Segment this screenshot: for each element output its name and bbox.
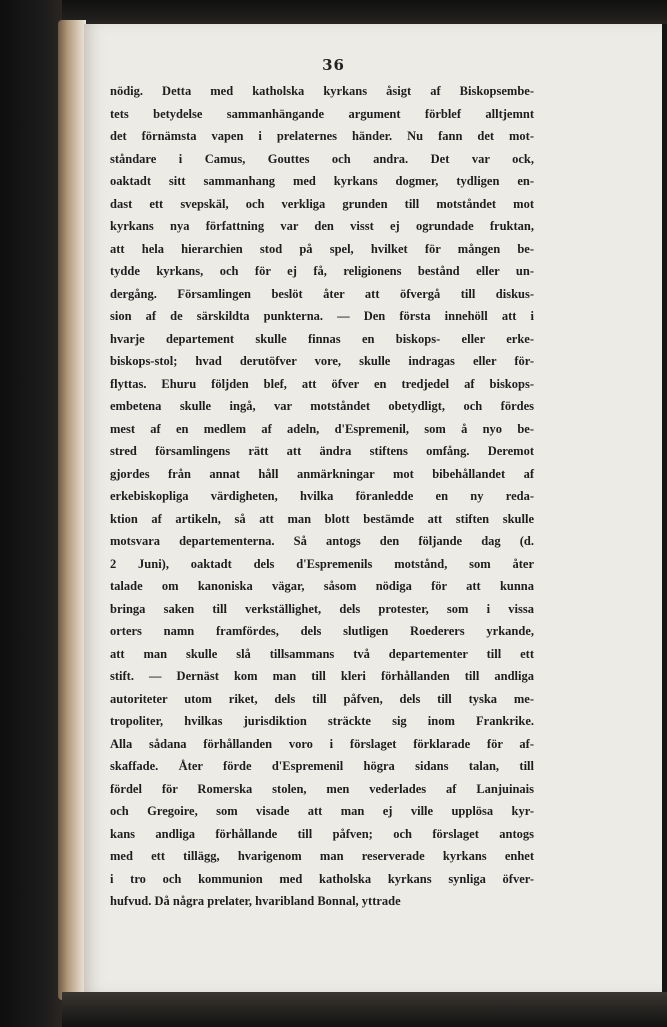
text-line: stift. — Dernäst kom man till kleri förhållanden till andliga xyxy=(110,669,534,683)
text-line: i tro och kommunion med katholska kyrkans synliga öfver- xyxy=(110,871,534,886)
text-line: hufvud. Då några prelater, hvaribland Bonnal, yttrade xyxy=(110,894,401,908)
book-spine-shadow xyxy=(58,20,86,1000)
body-text xyxy=(110,80,534,913)
text-line: autoriteter utom riket, dels till påfven, dels till tyska me- xyxy=(110,691,534,706)
text-line: att man skulle slå tillsammans två departementer till ett xyxy=(110,646,534,661)
text-line: sion af de särskildta punkterna. — Den första innehöll att i xyxy=(110,309,534,323)
text-line: tets betydelse sammanhängande argument förblef alltjemnt xyxy=(110,106,534,121)
text-line: att hela hierarchien stod på spel, hvilket för mången be- xyxy=(110,241,534,256)
text-line: Alla sådana förhållanden voro i förslaget förklarade för af- xyxy=(110,736,534,751)
text-line: ståndare i Camus, Gouttes och andra. Det var ock, xyxy=(110,151,534,166)
text-line: motsvara departementerna. Så antogs den följande dag (d. xyxy=(110,534,534,548)
text-line: oaktadt sitt sammanhang med kyrkans dogmer, tydligen en- xyxy=(110,174,534,188)
text-line: orters namn framfördes, dels slutligen Roederers yrkande, xyxy=(110,624,534,638)
text-line: talade om kanoniska vägar, såsom nödiga för att kunna xyxy=(110,579,534,593)
text-line: hvarje departement skulle finnas en biskops- eller erke- xyxy=(110,331,534,346)
text-line: tropoliter, hvilkas jurisdiktion sträckte sig inom Frankrike. xyxy=(110,714,534,728)
text-line: kyrkans nya författning var den visst ej ogrundade fruktan, xyxy=(110,219,534,233)
text-line: erkebiskopliga värdigheten, hvilka föranledde en ny reda- xyxy=(110,489,534,503)
text-line: gjordes från annat håll anmärkningar mot bibehållandet af xyxy=(110,466,534,481)
text-line: biskops-stol; hvad derutöfver vore, skulle indragas eller för- xyxy=(110,354,534,368)
text-line: mest af en medlem af adeln, d'Espremenil, som å nyo be- xyxy=(110,421,534,436)
text-line: skaffade. Åter förde d'Espremenil högra sidans talan, till xyxy=(110,759,534,773)
text-line: tydde kyrkans, och för ej få, religionens bestånd eller un- xyxy=(110,264,534,278)
text-line: flyttas. Ehuru följden blef, att öfver en tredjedel af biskops- xyxy=(110,376,534,391)
text-line: ktion af artikeln, så att man blott bestämde att stiften skulle xyxy=(110,511,534,526)
text-line: fördel för Romerska stolen, men vederlades af Lanjuinais xyxy=(110,781,534,796)
text-line: embetena skulle ingå, var motståndet obetydligt, och fördes xyxy=(110,399,534,413)
text-line: med ett tillägg, hvarigenom man reserverade kyrkans enhet xyxy=(110,849,534,863)
page-number: 36 xyxy=(322,56,345,74)
text-line: kans andliga förhållande till påfven; och förslaget antogs xyxy=(110,826,534,841)
scan-bottom-margin xyxy=(62,992,667,1027)
text-line: 2 Juni), oaktadt dels d'Espremenils motstånd, som åter xyxy=(110,556,534,571)
text-line: bringa saken till verkställighet, dels protester, som i vissa xyxy=(110,601,534,616)
text-line: och Gregoire, som visade att man ej ville upplösa kyr- xyxy=(110,804,534,818)
text-line: nödig. Detta med katholska kyrkans åsigt af Biskopsembe- xyxy=(110,84,534,98)
scan-left-margin xyxy=(0,0,62,1027)
text-line: stred församlingens rätt att ändra stiftens omfång. Deremot xyxy=(110,444,534,458)
text-line: det förnämsta vapen i prelaternes händer. Nu fann det mot- xyxy=(110,129,534,143)
text-line: dergång. Församlingen beslöt åter att öfvergå till diskus- xyxy=(110,286,534,301)
text-line: dast ett svepskäl, och verkliga grunden till motståndet mot xyxy=(110,196,534,211)
scan-top-margin xyxy=(62,0,667,24)
